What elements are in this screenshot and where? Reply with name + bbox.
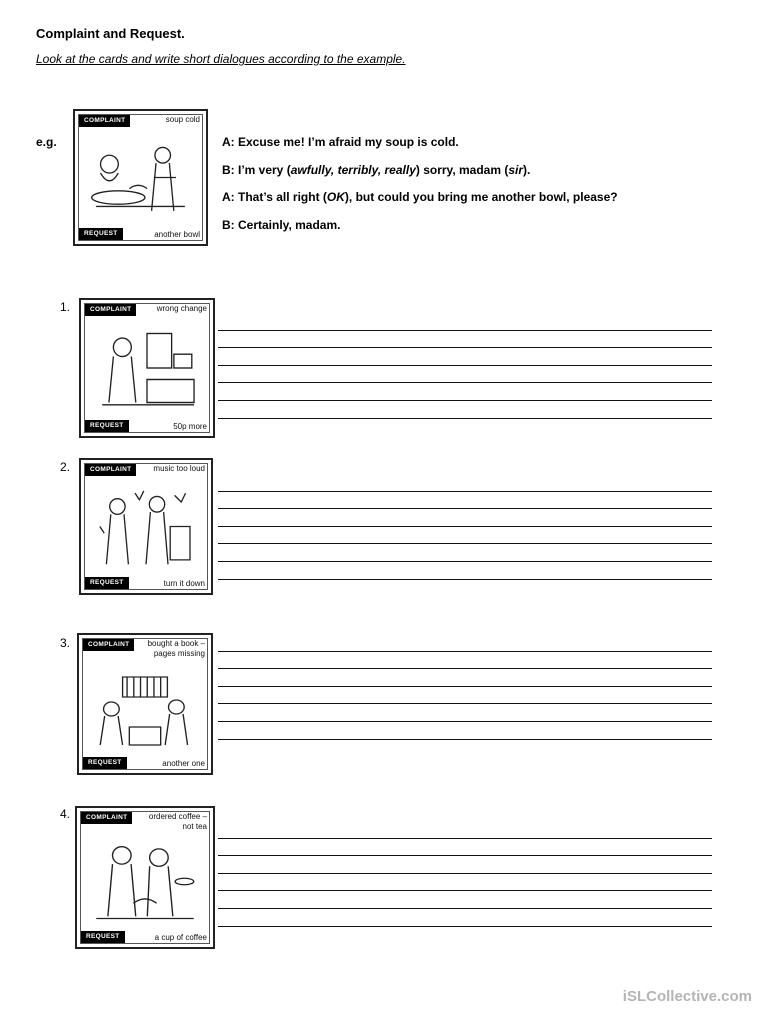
complaint-tag: COMPLAINT xyxy=(83,639,134,651)
answer-line[interactable] xyxy=(218,492,712,510)
complaint-tag: COMPLAINT xyxy=(79,115,130,127)
complaint-text: bought a book – pages missing xyxy=(147,639,205,658)
request-tag: REQUEST xyxy=(79,228,123,240)
answer-line[interactable] xyxy=(218,366,712,384)
answer-line[interactable] xyxy=(218,544,712,562)
complaint-text: soup cold xyxy=(165,115,200,124)
answer-line[interactable] xyxy=(218,527,712,545)
answer-line[interactable] xyxy=(218,509,712,527)
example-label: e.g. xyxy=(36,135,57,149)
instruction-text: Look at the cards and write short dialogues according to the example. xyxy=(36,52,406,66)
answer-line[interactable] xyxy=(218,874,712,892)
request-tag: REQUEST xyxy=(85,577,129,589)
answer-line[interactable] xyxy=(218,891,712,909)
answer-lines[interactable] xyxy=(218,821,712,927)
request-text: 50p more xyxy=(173,422,207,431)
answer-line[interactable] xyxy=(218,562,712,580)
dialogue-line: A: Excuse me! I’m afraid my soup is cold. xyxy=(222,135,459,149)
answer-line[interactable] xyxy=(218,313,712,331)
complaint-text: music too loud xyxy=(153,464,205,473)
exercise-card-4 xyxy=(75,806,215,949)
answer-line[interactable] xyxy=(218,856,712,874)
exercise-number: 4. xyxy=(60,807,71,821)
request-text: turn it down xyxy=(163,579,205,588)
exercise-number: 2. xyxy=(60,460,71,474)
cartoon-illustration xyxy=(91,482,201,571)
dialogue-line: B: I’m very (awfully, terribly, really) sorry, madam (sir). xyxy=(222,162,531,177)
exercise-card-2 xyxy=(79,458,213,595)
complaint-tag: COMPLAINT xyxy=(85,304,136,316)
answer-line[interactable] xyxy=(218,401,712,419)
request-tag: REQUEST xyxy=(83,757,127,769)
request-tag: REQUEST xyxy=(81,931,125,943)
answer-lines[interactable] xyxy=(218,474,712,580)
answer-line[interactable] xyxy=(218,821,712,839)
answer-line[interactable] xyxy=(218,839,712,857)
request-text: a cup of coffee xyxy=(154,933,207,942)
answer-lines[interactable] xyxy=(218,313,712,419)
example-card xyxy=(73,109,208,246)
example-dialogue xyxy=(222,134,618,244)
answer-line[interactable] xyxy=(218,634,712,652)
dialogue-line: A: That’s all right (OK), but could you bring me another bowl, please? xyxy=(222,190,618,204)
cartoon-illustration xyxy=(85,133,196,222)
exercise-number: 1. xyxy=(60,300,71,314)
complaint-tag: COMPLAINT xyxy=(81,812,132,824)
cartoon-illustration xyxy=(87,838,203,925)
exercise-number: 3. xyxy=(60,636,71,650)
answer-line[interactable] xyxy=(218,687,712,705)
answer-line[interactable] xyxy=(218,331,712,349)
complaint-tag: COMPLAINT xyxy=(85,464,136,476)
answer-line[interactable] xyxy=(218,652,712,670)
answer-lines[interactable] xyxy=(218,634,712,740)
dialogue-line: B: Certainly, madam. xyxy=(222,217,341,232)
answer-line[interactable] xyxy=(218,722,712,740)
request-text: another bowl xyxy=(154,230,200,239)
exercise-card-3 xyxy=(77,633,213,775)
complaint-text: ordered coffee – not tea xyxy=(148,812,207,831)
answer-line[interactable] xyxy=(218,474,712,492)
cartoon-illustration xyxy=(91,322,203,414)
answer-line[interactable] xyxy=(218,669,712,687)
answer-line[interactable] xyxy=(218,704,712,722)
answer-line[interactable] xyxy=(218,383,712,401)
answer-line[interactable] xyxy=(218,909,712,927)
watermark: iSLCollective.com xyxy=(622,988,752,1005)
complaint-text: wrong change xyxy=(156,304,207,313)
request-text: another one xyxy=(162,759,205,768)
answer-line[interactable] xyxy=(218,348,712,366)
worksheet-title: Complaint and Request. xyxy=(36,26,185,41)
exercise-card-1 xyxy=(79,298,215,438)
cartoon-illustration xyxy=(89,671,201,751)
request-tag: REQUEST xyxy=(85,420,129,432)
